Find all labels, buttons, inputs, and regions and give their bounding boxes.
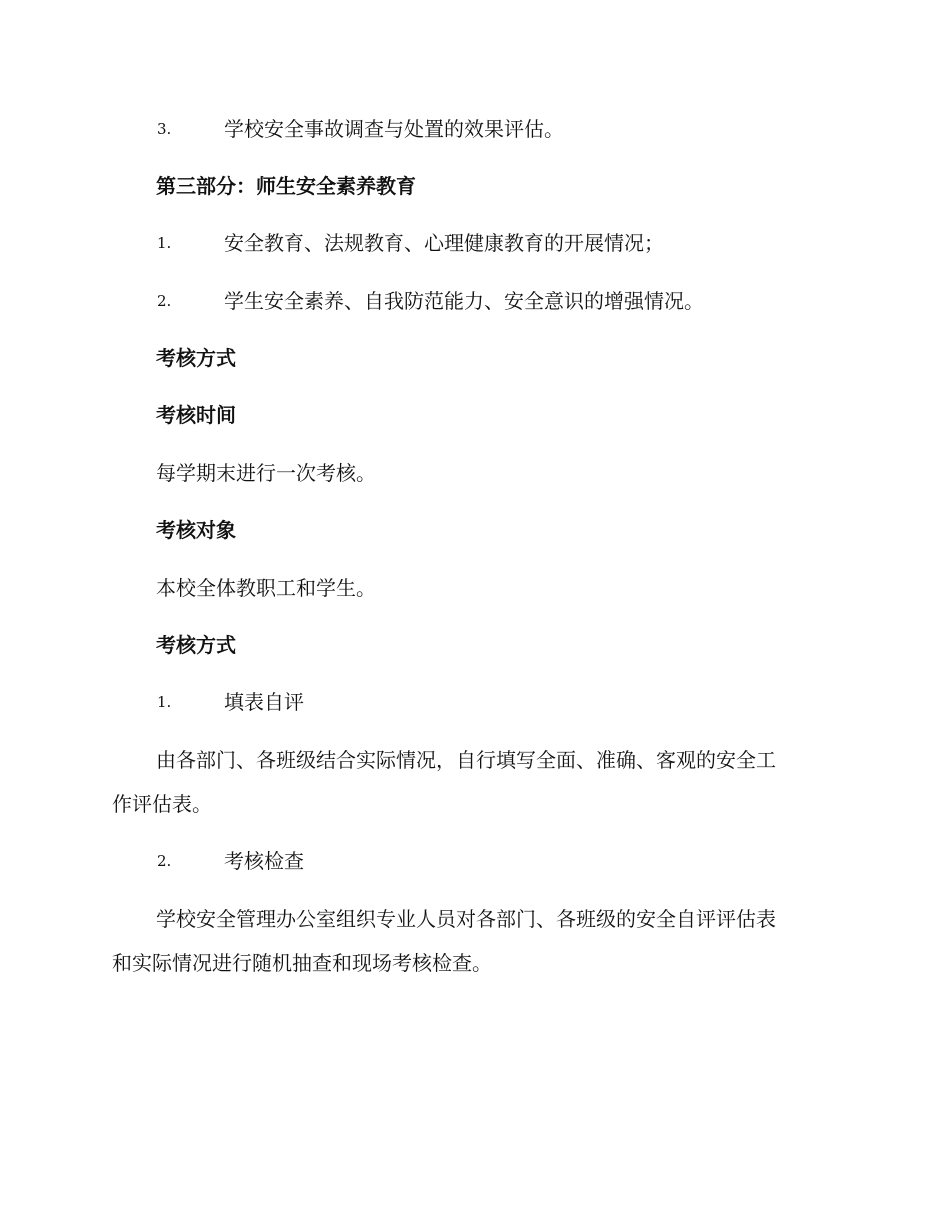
section-heading: 考核方式: [156, 346, 236, 370]
paragraph-line: 和实际情况进行随机抽查和现场考核检查。: [112, 951, 492, 975]
subsection-heading: 考核时间: [156, 403, 236, 427]
subsection-heading: 考核对象: [156, 518, 236, 542]
list-number: 1.: [157, 693, 172, 711]
list-number: 3.: [157, 120, 172, 138]
list-number: 1.: [157, 234, 172, 252]
list-item-text: 学生安全素养、自我防范能力、安全意识的增强情况。: [224, 289, 704, 313]
paragraph: 每学期末进行一次考核。: [156, 461, 376, 485]
paragraph: 本校全体教职工和学生。: [156, 576, 376, 600]
paragraph-line: 学校安全管理办公室组织专业人员对各部门、各班级的安全自评评估表: [156, 907, 776, 931]
list-item-text: 安全教育、法规教育、心理健康教育的开展情况；: [224, 231, 664, 255]
list-item-label: 填表自评: [224, 690, 304, 714]
list-item-label: 考核检查: [224, 849, 304, 873]
list-number: 2.: [157, 852, 172, 870]
paragraph-line: 由各部门、各班级结合实际情况，自行填写全面、准确、客观的安全工: [156, 748, 776, 772]
paragraph-line: 作评估表。: [112, 792, 212, 816]
subsection-heading: 考核方式: [156, 633, 236, 657]
list-item-text: 学校安全事故调查与处置的效果评估。: [224, 117, 564, 141]
list-number: 2.: [157, 292, 172, 310]
section-heading: 第三部分：师生安全素养教育: [156, 174, 416, 198]
